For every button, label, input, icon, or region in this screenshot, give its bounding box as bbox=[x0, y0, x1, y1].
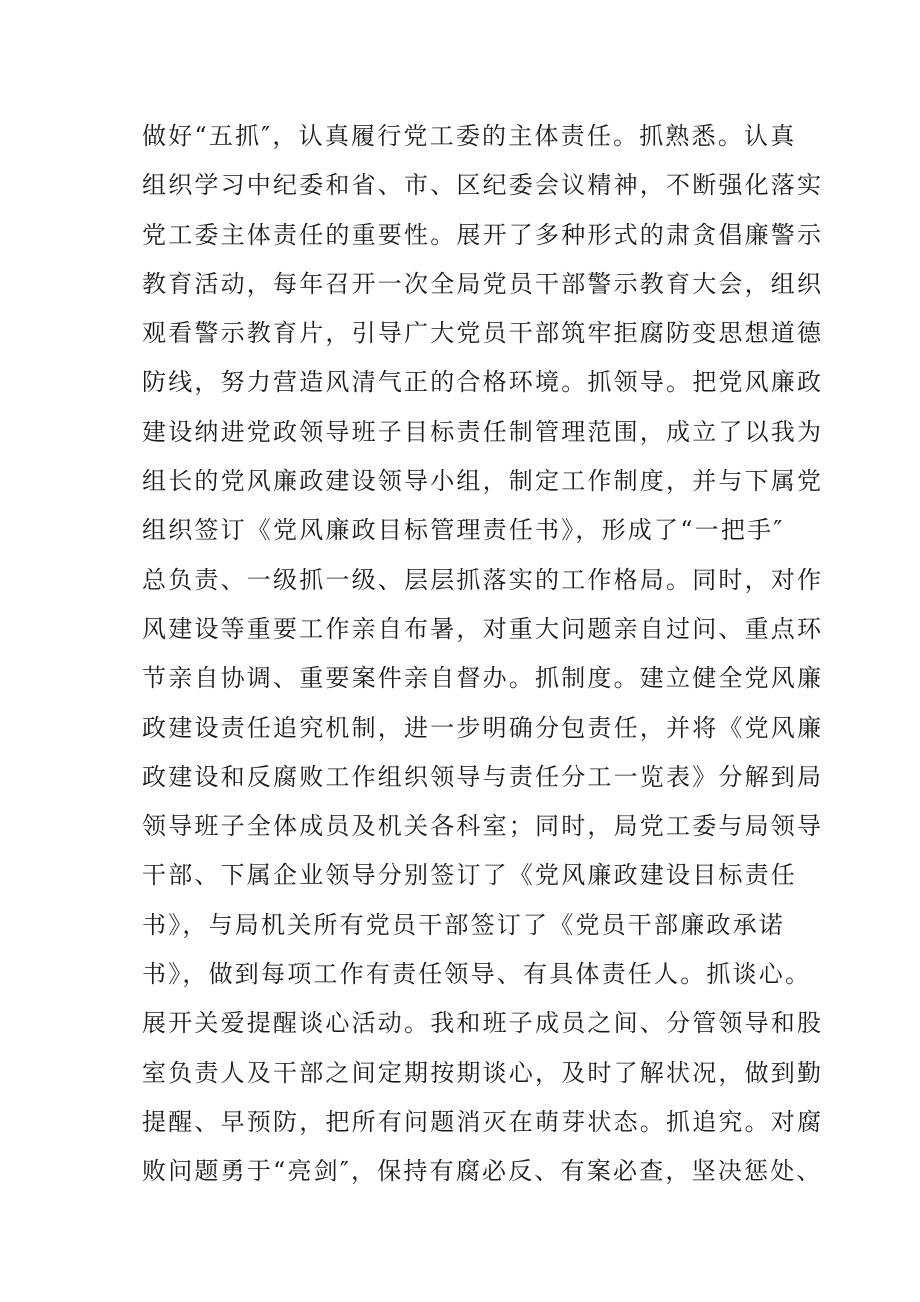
text-line: 组织签订《党风廉政目标管理责任书》，形成了“一把手″ bbox=[142, 516, 785, 545]
text-line: 领导班子全体成员及机关各科室；同时，局党工委与局领导 bbox=[142, 812, 824, 841]
text-line: 干部、下属企业领导分别签订了《党风廉政建设目标责任 bbox=[142, 861, 797, 890]
text-line: 展开关爱提醒谈心活动。我和班子成员之间、分管领导和股 bbox=[142, 1009, 824, 1038]
text-line: 书》，与局机关所有党员干部签订了《党员干部廉政承诺 bbox=[142, 910, 785, 939]
text-line: 提醒、早预防，把所有问题消灭在萌芽状态。抓追究。对腐 bbox=[142, 1107, 824, 1136]
text-line: 室负责人及干部之间定期按期谈心，及时了解状况，做到勤 bbox=[142, 1058, 824, 1087]
text-line: 建设纳进党政领导班子目标责任制管理范围，成立了以我为 bbox=[142, 417, 824, 446]
text-line: 败问题勇于“亮剑″，保持有腐必反、有案必查，坚决惩处、 bbox=[142, 1157, 823, 1186]
text-line: 政建设责任追究机制，进一步明确分包责任，并将《党风廉 bbox=[142, 713, 824, 742]
text-line: 防线，努力营造风清气正的合格环境。抓领导。把党风廉政 bbox=[142, 368, 824, 397]
text-line: 组长的党风廉政建设领导小组，制定工作制度，并与下属党 bbox=[142, 467, 824, 496]
text-line: 节亲自协调、重要案件亲自督办。抓制度。建立健全党风廉 bbox=[142, 664, 824, 693]
text-line: 组织学习中纪委和省、市、区纪委会议精神，不断强化落实 bbox=[142, 171, 824, 200]
text-line: 教育活动，每年召开一次全局党员干部警示教育大会，组织 bbox=[142, 269, 824, 298]
text-line: 书》，做到每项工作有责任领导、有具体责任人。抓谈心。 bbox=[142, 960, 812, 989]
text-line: 做好“五抓″，认真履行党工委的主体责任。抓熟悉。认真 bbox=[142, 122, 797, 150]
text-line: 观看警示教育片，引导广大党员干部筑牢拒腐防变思想道德 bbox=[142, 319, 824, 348]
text-line: 总负责、一级抓一级、层层抓落实的工作格局。同时，对作 bbox=[142, 565, 824, 594]
text-line: 政建设和反腐败工作组织领导与责任分工一览表》分解到局 bbox=[142, 762, 824, 791]
body-paragraph bbox=[142, 112, 824, 1197]
text-line: 风建设等重要工作亲自布暑，对重大问题亲自过问、重点环 bbox=[142, 614, 824, 643]
text-line: 党工委主体责任的重要性。展开了多种形式的肃贪倡廉警示 bbox=[142, 220, 824, 249]
